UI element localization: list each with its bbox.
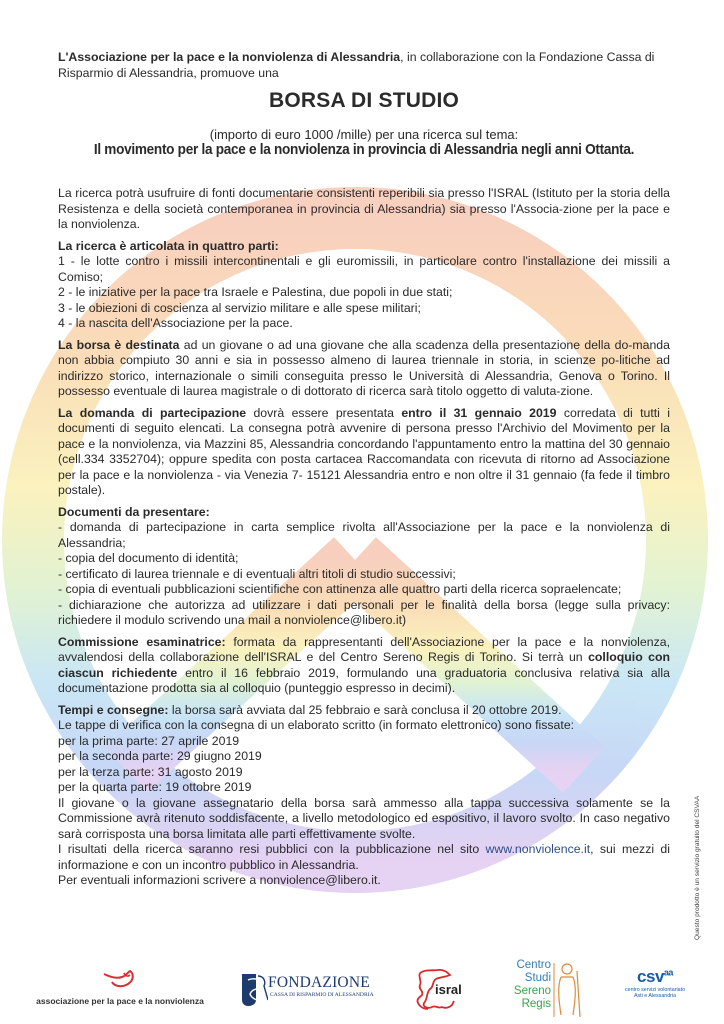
parts-heading: La ricerca è articolata in quattro parti: [58,238,279,253]
page-title: BORSA DI STUDIO [268,89,460,112]
timeline-stage: per la seconda parte: 29 giugno 2019 [58,749,262,763]
timeline-stage: per la terza parte: 31 agosto 2019 [58,764,243,779]
logo-footer [0,955,724,1024]
timeline-paragraph [58,703,670,719]
documents-section [58,505,670,629]
csr-word: Studi [524,972,551,984]
timeline-section [58,703,670,889]
application-lead: La domanda di partecipazione [58,405,247,420]
parts-item: 4 - la nascita dell'Associazione per la pace. [58,316,293,330]
dove-icon [100,968,140,990]
csvaa-side-note: Questo prodotto è un servizio gratuito del CSVAA [694,795,701,940]
csv-mark-sup: aa [663,967,673,978]
csv-sub-line: Asti e Alessandria [633,993,677,999]
eligibility-paragraph [58,338,670,400]
documents-item: - certificato di laurea triennale e di eventuali altri titoli di studio successivi; [58,566,456,581]
gandhi-figure-icon [553,961,583,1019]
intro-paragraph [58,50,670,81]
intro-rest: , in collaborazione con la Fondazione Cassa di Risparmio di Alessandria, promuove una [58,50,655,80]
logo-isral [410,967,480,1013]
contact-line: Per eventuali informazioni scrivere a nonviolence@libero.it. [58,873,381,887]
eligibility-text: ad un giovane o ad una giovane che alla scadenza della presentazione della do-manda non abbia compiuto 30 anni e sia in possesso almeno di laurea triennale in storia, in scienze po-litiche ad indirizzo storico, internazionale o simili conseguita presso le Università di Alessandria, Genova o Torino. Il possesso eventuale di laurea magistrale o di dottorato di ricerca sarà titolo oggetto di valuta-zione. [58,337,670,398]
commission-text: formata da rappresentanti dell'Associazione per la pace e la nonviolenza, avvalendosi della collaborazione dell'ISRAL e del Centro Sereno Regis di Torino. Si terrà un [58,634,670,664]
csv-sub-line: centro servizi volontariato [624,987,686,993]
research-theme: Il movimento per la pace e la nonviolenza in provincia di Alessandria negli anni Ottanta. [93,142,635,158]
application-text: dovrà essere presentata [246,405,402,420]
body [58,186,670,889]
documents-item: - copia del documento di identità; [58,551,239,565]
application-paragraph [58,406,670,499]
timeline-intro: Le tappe di verifica con la consegna di un elaborato scritto (in formato elettronico) sono fissate: [58,718,575,732]
results-text: I risultati della ricerca saranno resi pubblici con la pubblicazione nel sito [58,842,486,856]
timeline-text: la borsa sarà avviata dal 25 febbraio e sarà conclusa il 20 ottobre 2019. [168,702,562,717]
commission-lead: Commissione esaminatrice: [58,634,226,649]
fondazione-name: FONDAZIONE [268,974,370,991]
logo-fondazione [238,970,378,1008]
documents-item: - dichiarazione che autorizza ad utilizzare i dati personali per le finalità della borsa (legge sulla privacy: richiedere il modulo scrivendo una mail a nonviolence@libero.it) [58,597,670,627]
fondazione-emblem-icon [238,970,268,1008]
fondazione-sub: CASSA DI RISPARMIO DI ALESSANDRIA [270,992,374,998]
csr-word: Sereno [513,985,551,997]
documents-item: - domanda di partecipazione in carta semplice rivolta all'Associazione per la pace e la nonviolenza di Alessandria; [58,520,670,550]
csv-mark-text: csv [637,967,664,986]
documents-heading: Documenti da presentare: [58,504,210,519]
isral-logo-text: isral [435,982,462,997]
application-text: corredata di tutti i documenti di seguito elencati. La consegna potrà avvenire di persona presso l'Archivio del Movimento per la pace e la nonviolenza, via Mazzini 85, Alessandria concordando l'appuntamento entro la mattina del 30 gennaio (cell.334 3352704); oppure spedita con posta cartacea Raccomandata con ricevuta di ritorno ad Associazione per la pace e la nonviolenza - via Venezia 7- 15121 Alessandria entro e non oltre il 31 gennaio (fa fede il timbro postale). [58,405,670,497]
intro-org: L'Associazione per la pace e la nonviolenza di Alessandria [58,50,401,64]
parts-section [58,239,670,332]
csv-mark [610,967,700,987]
parts-item: 1 - le lotte contro i missili intercontinentali e gli euromissili, in particolare contro l'installazione dei missili a Comiso; [58,254,670,284]
logo-centro-studi-sereno-regis [505,959,585,1021]
admission-paragraph: Il giovane o la giovane assegnatario della borsa sarà ammesso alla tappa successiva solamente se la Commissione avrà ritenuto soddisfacente, a livello metodologico ed espositivo, il lavoro svolto. In caso negativo sarà corrisposta una borsa limitata alle parti effettivamente svolte. [58,795,670,841]
results-paragraph [58,842,670,873]
sources-paragraph: La ricerca potrà usufruire di fonti documentarie consistenti reperibili sia presso l'ISRAL (Istituto per la storia della Resistenza e della società contemporanea in provincia di Alessandria) sia presso l'Associa-zione per la pace e la nonviolenza. [58,186,670,231]
timeline-lead: Tempi e consegne: [58,702,169,717]
website-link[interactable]: www.nonviolence.it [485,842,591,856]
results-text: , sui mezzi di informazione e con un incontro pubblico in Alessandria. [58,842,670,872]
csr-word: Centro [516,959,551,971]
parts-item: 2 - le iniziative per la pace tra Israele e Palestina, due popoli in due stati; [58,285,453,299]
commission-paragraph [58,635,670,697]
parts-item: 3 - le obiezioni di coscienza al servizio militare e alle spese militari; [58,300,421,315]
assoc-logo-text: associazione per la pace e la nonviolenza [36,996,204,1006]
eligibility-lead: La borsa è destinata [58,337,180,352]
commission-text: entro il 16 febbraio 2019, formulando una graduatoria conclusiva relativa sia alla documentazione prodotta sia al colloquio (punteggio espresso in decimi). [58,665,670,695]
logo-associazione [25,968,215,1006]
application-deadline: entro il 31 gennaio 2019 [401,405,557,420]
logo-csv [610,967,700,1017]
documents-item: - copia di eventuali pubblicazioni scientifiche con attinenza alle quattro parti della ricerca sopraelencate; [58,582,622,596]
timeline-stage: per la prima parte: 27 aprile 2019 [58,733,240,748]
timeline-stage: per la quarta parte: 19 ottobre 2019 [58,780,252,794]
csr-word: Regis [521,998,551,1010]
subtitle: (importo di euro 1000 /mille) per una ricerca sul tema: [209,127,519,142]
commission-interview: colloquio con ciascun richiedente [58,650,670,680]
